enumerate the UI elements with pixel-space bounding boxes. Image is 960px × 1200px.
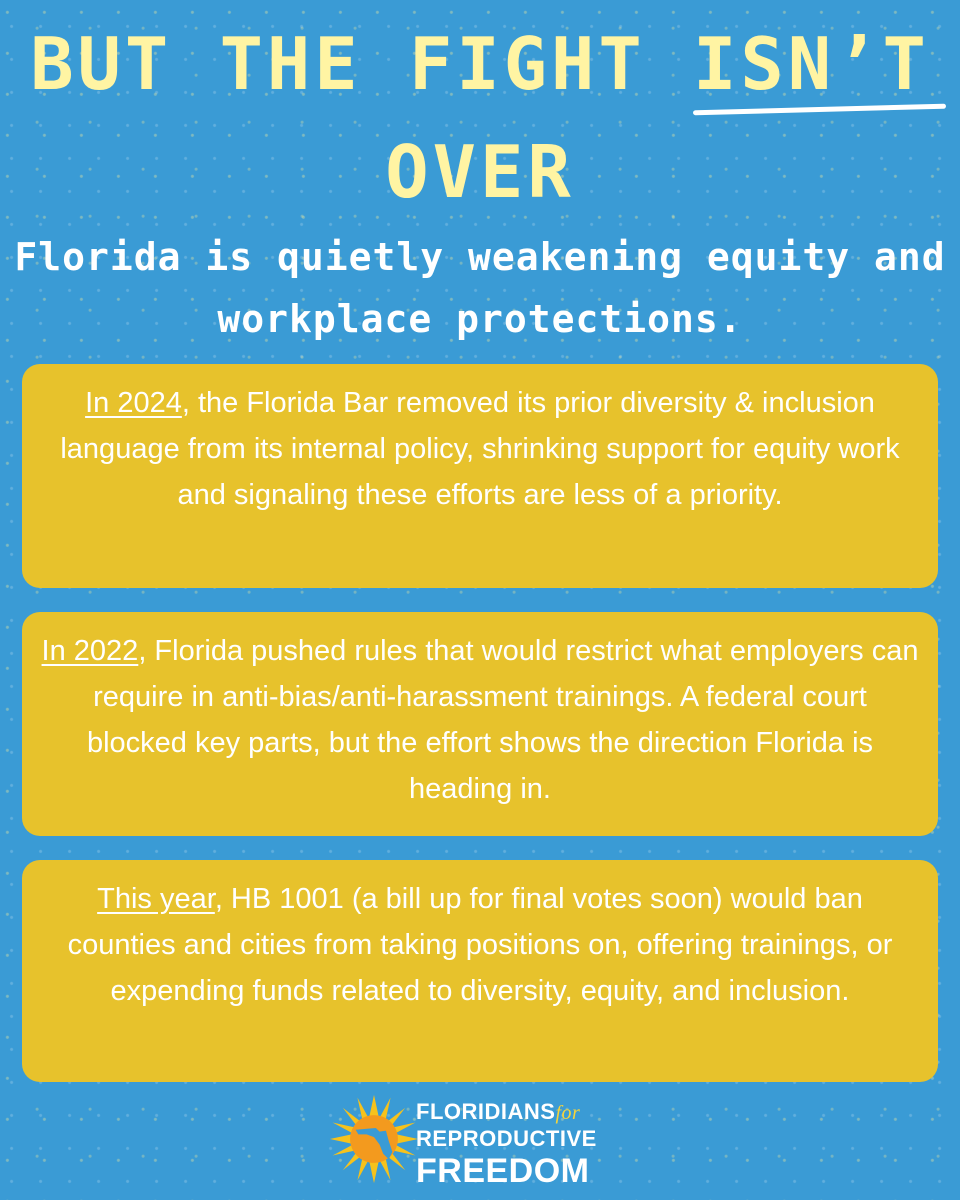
headline-emphasis: ISN’T xyxy=(693,22,930,106)
headline-prefix: BUT THE FIGHT xyxy=(30,22,694,106)
headline-line-2: OVER xyxy=(385,130,575,214)
fact-card-this-year xyxy=(22,860,938,1082)
subtitle-line-2: workplace protections. xyxy=(217,297,743,341)
sunburst-florida-icon xyxy=(328,1093,420,1185)
logo-line-3: FREEDOM xyxy=(416,1152,590,1190)
logo-wordmark xyxy=(416,1099,597,1190)
fact-card-lead: This year xyxy=(97,883,215,915)
headline-line-1 xyxy=(0,22,960,106)
logo-line-2: REPRODUCTIVE xyxy=(416,1126,597,1151)
fact-card-2024 xyxy=(22,364,938,588)
fact-card-text: , HB 1001 (a bill up for final votes soon) would ban counties and cities from taking positions on, offering trainings, or expending funds related to diversity, equity, and inclusion. xyxy=(67,883,893,1007)
fact-card-2022 xyxy=(22,612,938,836)
fact-card-text: , the Florida Bar removed its prior diversity & inclusion language from its internal policy, shrinking support for equity work and signaling these efforts are less of a priority. xyxy=(60,387,900,511)
logo-line-1-for: for xyxy=(555,1102,581,1124)
fact-card-lead: In 2022 xyxy=(41,635,139,667)
organization-logo xyxy=(328,1093,648,1193)
subtitle xyxy=(0,226,960,350)
fact-card-text: , Florida pushed rules that would restrict what employers can require in anti-bias/anti-harassment trainings. A federal court blocked key parts, but the effort shows the direction Florida is heading in. xyxy=(86,635,919,805)
fact-card-lead: In 2024 xyxy=(85,387,182,419)
logo-line-1: FLORIDIANS xyxy=(416,1099,556,1124)
subtitle-line-1: Florida is quietly weakening equity and xyxy=(14,235,946,279)
